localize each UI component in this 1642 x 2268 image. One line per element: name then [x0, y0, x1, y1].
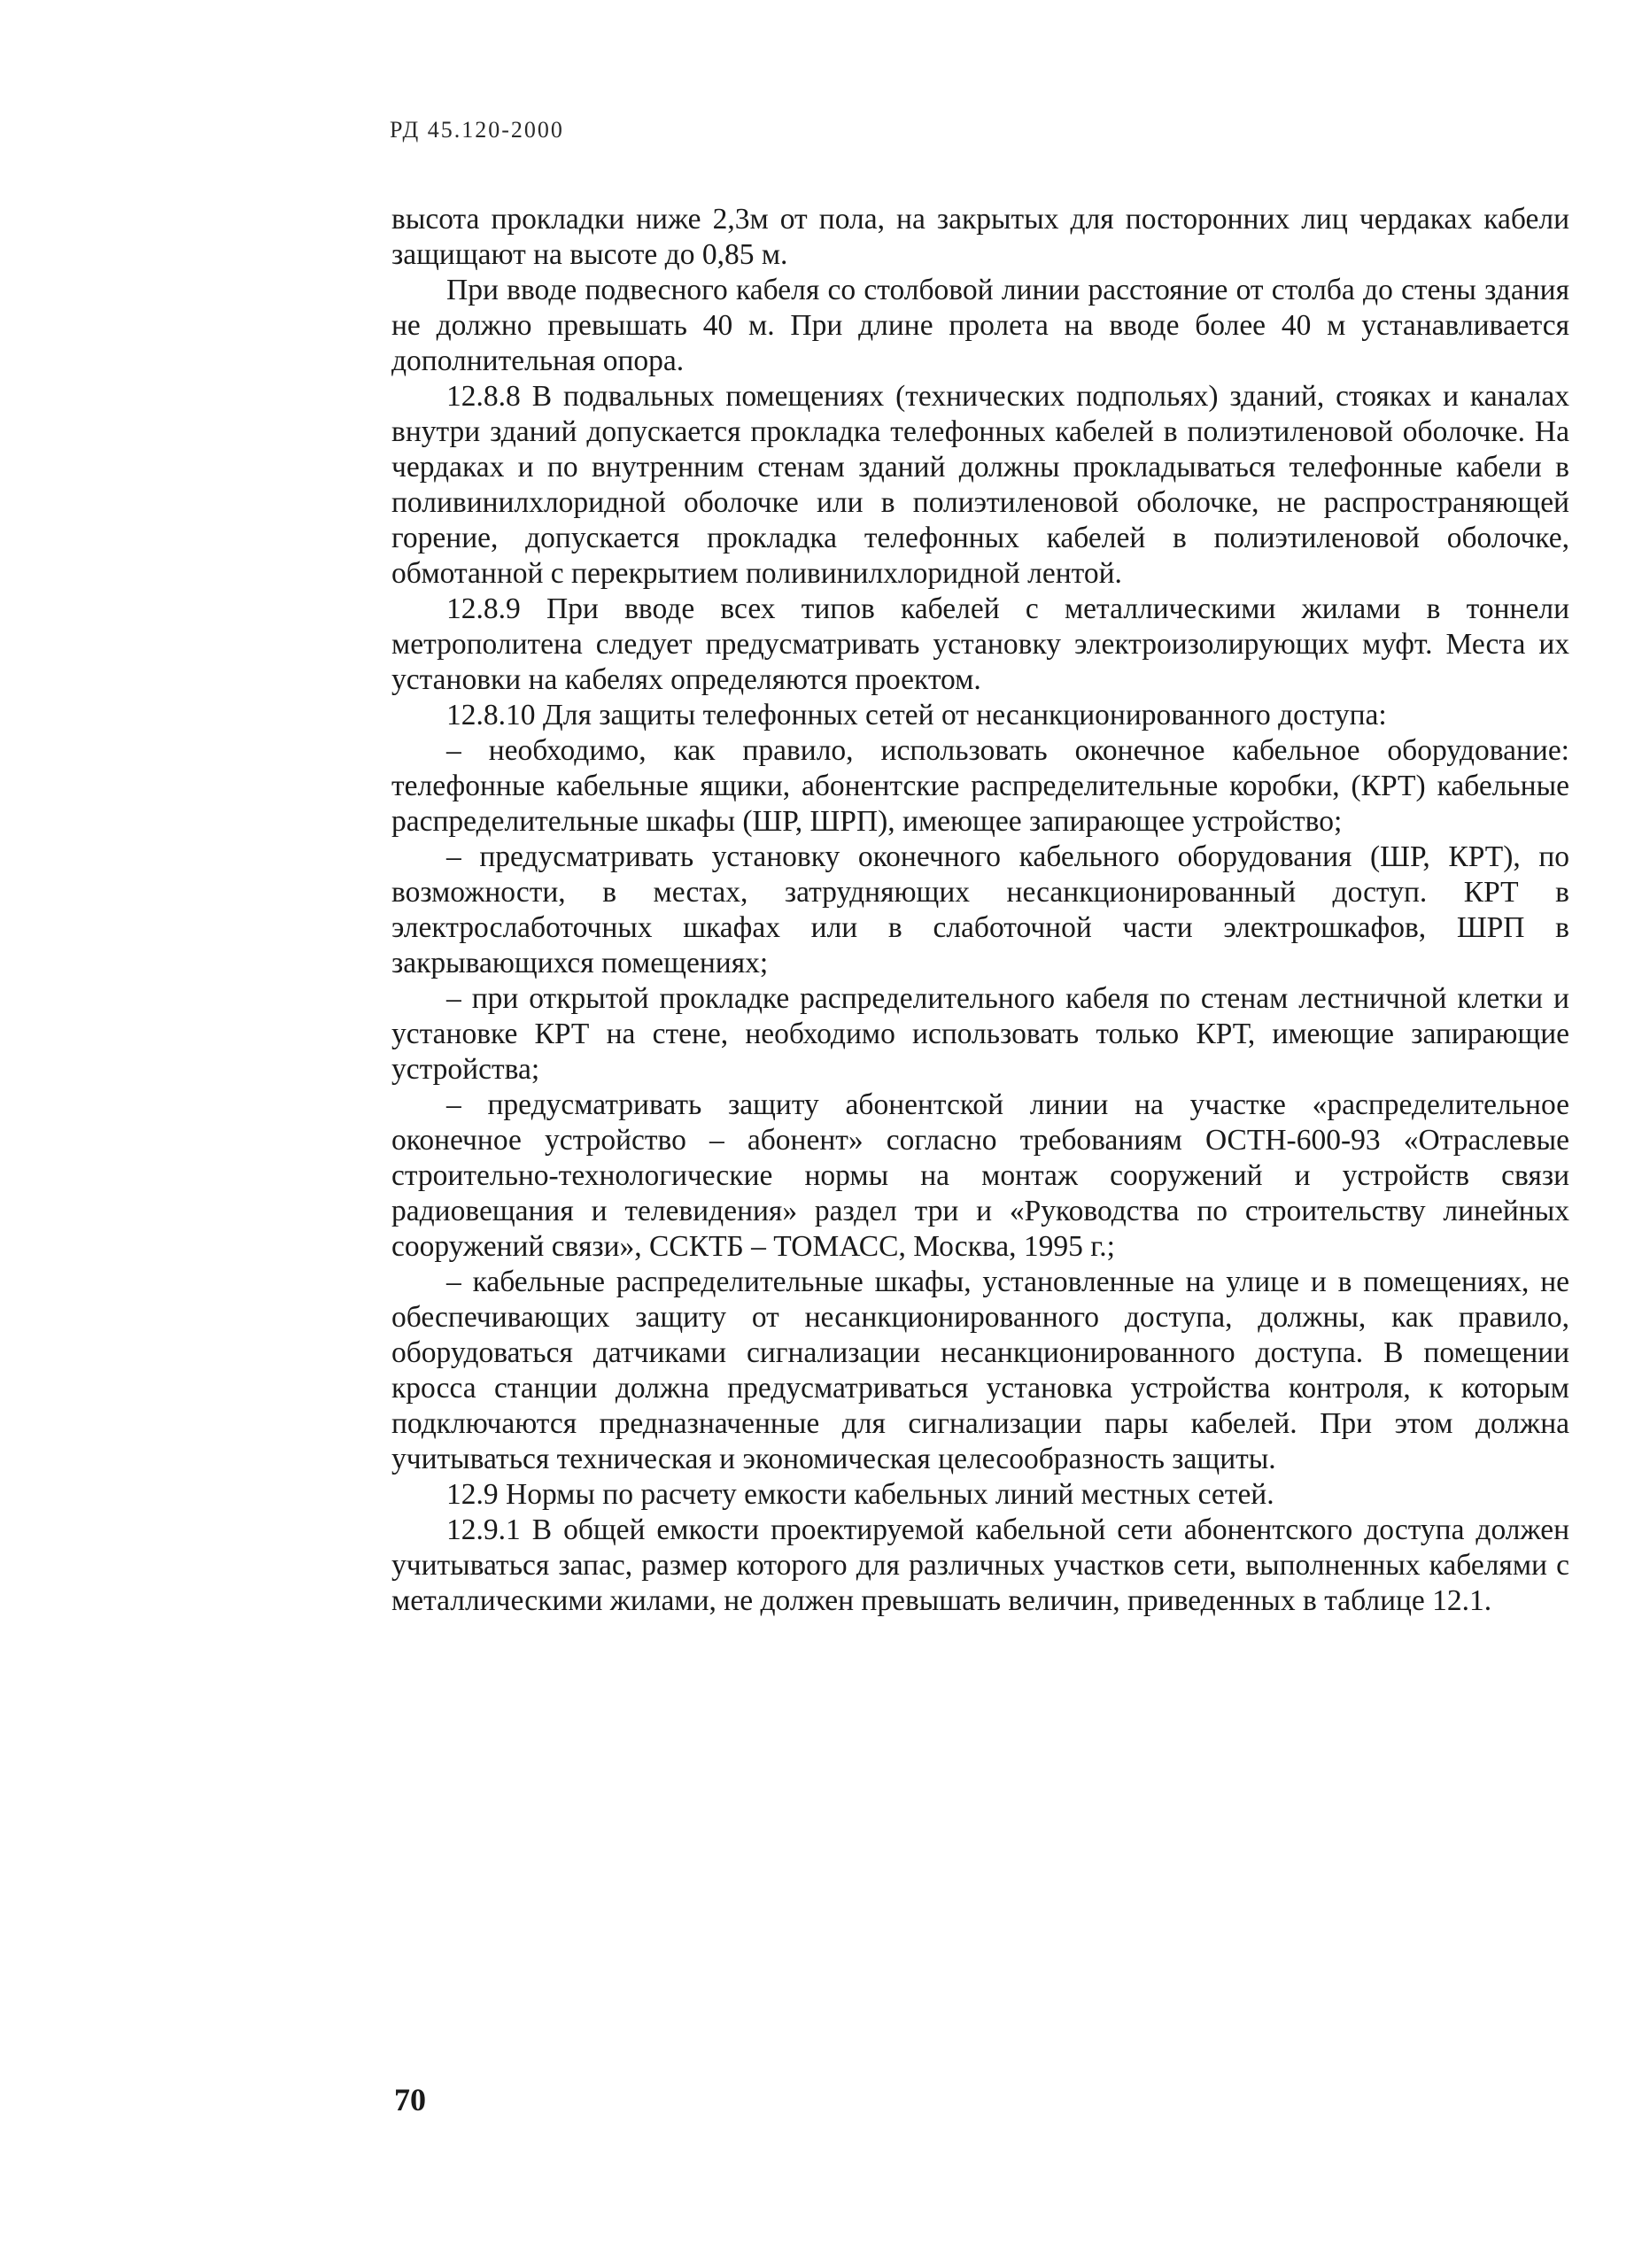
- page-number: 70: [394, 2082, 426, 2117]
- paragraph-12-8-8: 12.8.8 В подвальных помещениях (технических подпольях) зданий, стояках и каналах внутри зданий допускается прокладка телефонных кабелей в полиэтиленовой оболочке. На чердаках и по внутренним стенам зданий должны прокладываться телефонные кабели в поливинилхлоридной оболочке или в полиэтиленовой оболочке, не распространяющей горение, допускается прокладка телефонных кабелей в полиэтиленовой оболочке, обмотанной с перекрытием поливинилхлоридной лентой.: [391, 380, 1569, 590]
- paragraph-12-9-1: 12.9.1 В общей емкости проектируемой кабельной сети абонентского доступа должен учитываться запас, размер которого для различных участков сети, выполненных кабелями с металлическими жилами, не должен превышать величин, приведенных в таблице 12.1.: [391, 1513, 1569, 1617]
- paragraph-aerial-cable-entry: При вводе подвесного кабеля со столбовой линии расстояние от столба до стены здания не должно превышать 40 м. При длине пролета на вводе более 40 м устанавливается дополнительная опора.: [391, 274, 1569, 377]
- list-item-subscriber-line-protection: – предусматривать защиту абонентской линии на участке «распределительное оконечное устройство – абонент» согласно требованиям ОСТН-600-93 «Отраслевые строительно-технологические нормы на монтаж сооружений и устройств связи радиовещания и телевидения» раздел три и «Руководства по строительству линейных сооружений связи», ССКТБ – ТОМАСС, Москва, 1995 г.;: [391, 1088, 1569, 1263]
- list-item-cabinet-alarm: – кабельные распределительные шкафы, установленные на улице и в помещениях, не обеспечивающих защиту от несанкционированного доступа, должны, как правило, оборудоваться датчиками сигнализации несанкционированного доступа. В помещении кросса станции должна предусматриваться установка устройства контроля, к которым подключаются предназначенные для сигнализации пары кабелей. При этом должна учитываться техническая и экономическая целесообразность защиты.: [391, 1266, 1569, 1475]
- list-item-open-laying: – при открытой прокладке распределительного кабеля по стенам лестничной клетки и установке КРТ на стене, необходимо использовать только КРТ, имеющие запирающие устройства;: [391, 982, 1569, 1086]
- paragraph-12-8-10: 12.8.10 Для защиты телефонных сетей от несанкционированного доступа:: [446, 699, 1387, 731]
- list-item-equipment-placement: – предусматривать установку оконечного кабельного оборудования (ШР, КРТ), по возможности, в местах, затрудняющих несанкционированный доступ. КРТ в электрослаботочных шкафах или в слаботочной части электрошкафов, ШРП в закрывающихся помещениях;: [391, 840, 1569, 979]
- list-item-terminal-equipment: – необходимо, как правило, использовать оконечное кабельное оборудование: телефонные кабельные ящики, абонентские распределительные коробки, (КРТ) кабельные распределительные шкафы (ШР, ШРП), имеющее запирающее устройство;: [391, 734, 1569, 838]
- paragraph-12-8-9: 12.8.9 При вводе всех типов кабелей с металлическими жилами в тоннели метрополитена следует предусматривать установку электроизолирующих муфт. Места их установки на кабелях определяются проектом.: [391, 592, 1569, 696]
- paragraph-continuation: высота прокладки ниже 2,3м от пола, на закрытых для посторонних лиц чердаках кабели защищают на высоте до 0,85 м.: [391, 203, 1569, 271]
- document-body: [391, 202, 1569, 1619]
- paragraph-12-9: 12.9 Нормы по расчету емкости кабельных линий местных сетей.: [446, 1478, 1274, 1511]
- document-code-header: РД 45.120-2000: [390, 117, 564, 143]
